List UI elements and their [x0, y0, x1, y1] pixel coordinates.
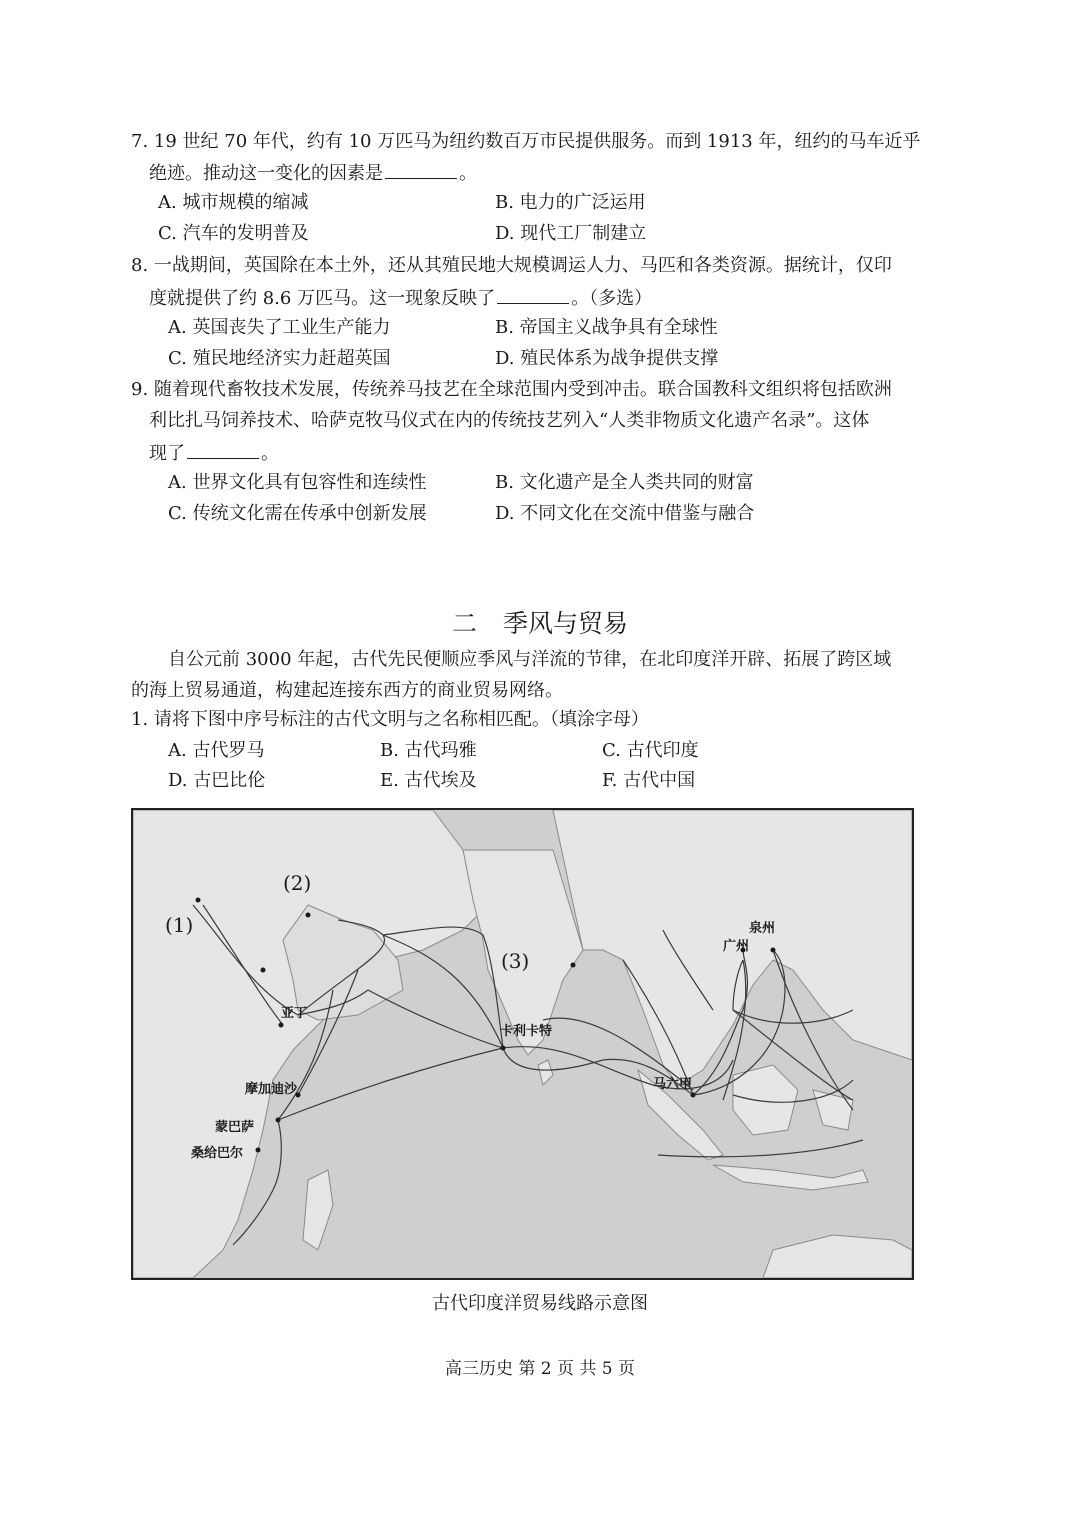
page-footer: 高三历史 第 2 页 共 5 页 [444, 1359, 636, 1379]
label-calicut: 卡利卡特 [500, 1024, 553, 1039]
s2q1-option-d[interactable]: D. 古巴比伦 [168, 770, 266, 791]
label-aden: 亚丁 [281, 1006, 308, 1021]
q9-option-c[interactable]: C. 传统文化需在传承中创新发展 [168, 503, 427, 524]
label-quanzhou: 泉州 [749, 921, 776, 936]
answer-blank[interactable] [187, 440, 259, 459]
q9-option-a[interactable]: A. 世界文化具有包容性和连续性 [168, 472, 427, 493]
q8-option-d[interactable]: D. 殖民体系为战争提供支撑 [495, 348, 719, 369]
label-mogadishu: 摩加迪沙 [245, 1082, 298, 1097]
q9-stem-line1: 9. 随着现代畜牧技术发展，传统养马技艺在全球范围内受到冲击。联合国教科文组织将包括欧洲 [131, 379, 892, 400]
section-intro-line2: 的海上贸易通道，构建起连接东西方的商业贸易网络。 [131, 680, 563, 701]
q8-option-a[interactable]: A. 英国丧失了工业生产能力 [168, 317, 391, 338]
q7-option-d[interactable]: D. 现代工厂制建立 [495, 223, 647, 244]
q8-stem-line2: 度就提供了约 8.6 万匹马。这一现象反映了 。（多选） [149, 285, 652, 311]
trade-route-map [131, 808, 914, 1280]
q9-stem-line2: 利比扎马饲养技术、哈萨克牧马仪式在内的传统技艺列入“人类非物质文化遗产名录”。这体 [149, 410, 870, 431]
s2q1-option-b[interactable]: B. 古代玛雅 [380, 740, 477, 761]
answer-blank[interactable] [497, 285, 569, 304]
section-title-text: 季风与贸易 [503, 609, 629, 638]
label-zanzibar: 桑给巴尔 [191, 1146, 244, 1161]
map-marker-1: (1) [165, 913, 194, 937]
map-marker-2: (2) [283, 871, 312, 895]
q8-option-c[interactable]: C. 殖民地经济实力赶超英国 [168, 348, 391, 369]
s2q1-option-c[interactable]: C. 古代印度 [602, 740, 699, 761]
q7-stem-line1: 7. 19 世纪 70 年代，约有 10 万匹马为纽约数百万市民提供服务。而到 1913 年，纽约的马车近乎 [131, 131, 921, 152]
map-svg [133, 810, 912, 1278]
q7-stem-line2: 绝迹。推动这一变化的因素是 。 [149, 160, 477, 186]
q9-option-b[interactable]: B. 文化遗产是全人类共同的财富 [495, 472, 754, 493]
map-caption: 古代印度洋贸易线路示意图 [432, 1293, 648, 1314]
label-mombasa: 蒙巴萨 [215, 1120, 255, 1135]
map-marker-3: (3) [501, 949, 530, 973]
q7-option-c[interactable]: C. 汽车的发明普及 [158, 223, 309, 244]
s2q1-stem: 1. 请将下图中序号标注的古代文明与之名称相匹配。（填涂字母） [131, 709, 649, 730]
q7-option-a[interactable]: A. 城市规模的缩减 [158, 192, 309, 213]
s2q1-option-f[interactable]: F. 古代中国 [602, 770, 696, 791]
section-intro-line1: 自公元前 3000 年起，古代先民便顺应季风与洋流的节律，在北印度洋开辟、拓展了跨区域 [168, 649, 892, 670]
section-number: 二 [451, 609, 477, 638]
q9-option-d[interactable]: D. 不同文化在交流中借鉴与融合 [495, 503, 755, 524]
s2q1-option-e[interactable]: E. 古代埃及 [380, 770, 477, 791]
q8-stem-line1: 8. 一战期间，英国除在本土外，还从其殖民地大规模调运人力、马匹和各类资源。据统计，仅印 [131, 255, 892, 276]
section-title [0, 604, 1080, 640]
answer-blank[interactable] [385, 160, 457, 179]
q8-option-b[interactable]: B. 帝国主义战争具有全球性 [495, 317, 718, 338]
s2q1-option-a[interactable]: A. 古代罗马 [168, 740, 265, 761]
label-malacca: 马六甲 [653, 1077, 693, 1092]
q7-option-b[interactable]: B. 电力的广泛运用 [495, 192, 646, 213]
label-guangzhou: 广州 [723, 939, 750, 954]
q9-stem-line3: 现了 。 [149, 440, 279, 466]
